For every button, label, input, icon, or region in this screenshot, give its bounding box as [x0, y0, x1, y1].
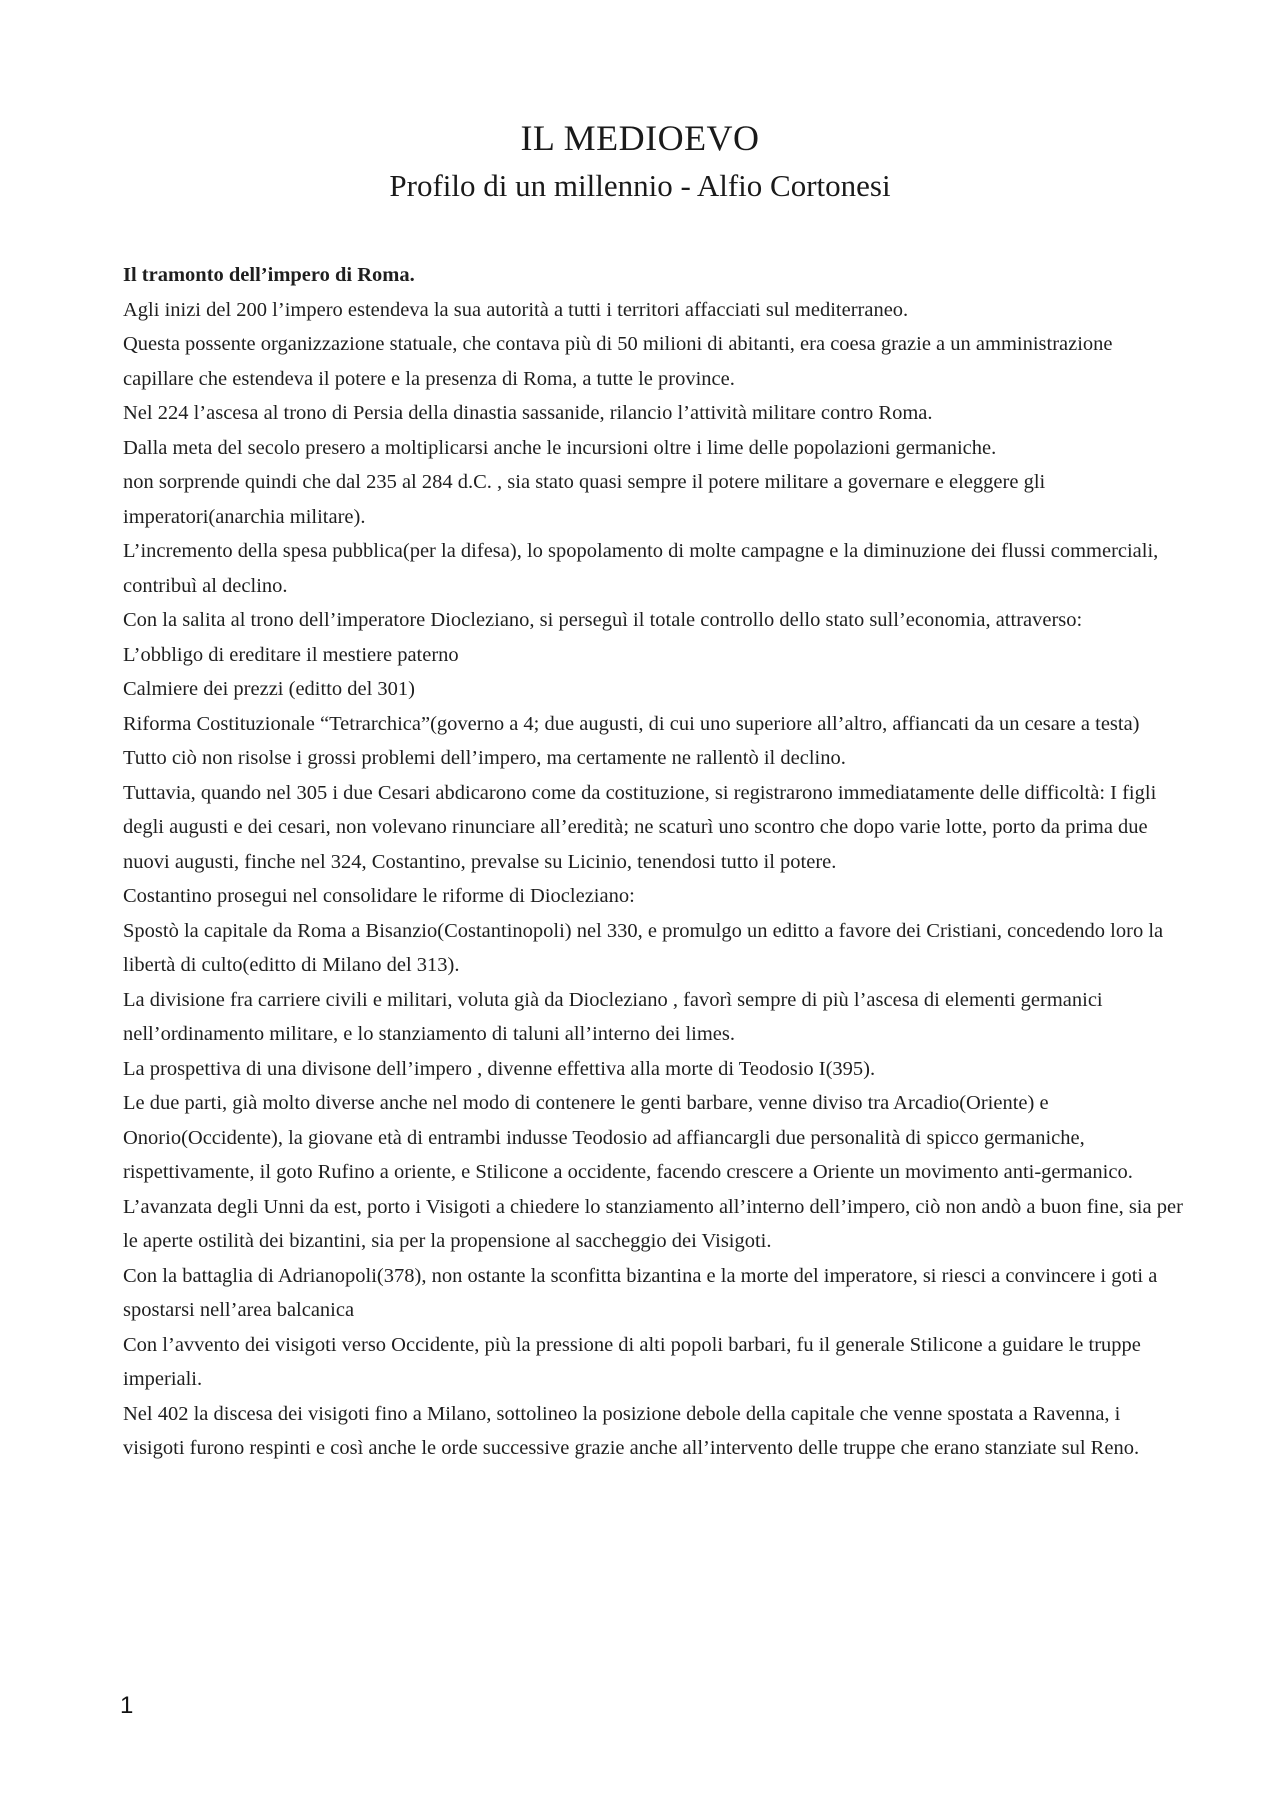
section-heading: Il tramonto dell’impero di Roma.: [123, 264, 415, 286]
paragraph: Costantino prosegui nel consolidare le riforme di Diocleziano:: [123, 885, 635, 907]
document-subtitle: Profilo di un millennio - Alfio Cortonesi: [389, 168, 891, 203]
paragraph: Nel 224 l’ascesa al trono di Persia della dinastia sassanide, rilancio l’attività militare contro Roma.: [123, 402, 933, 424]
list-item: Riforma Costituzionale “Tetrarchica”(governo a 4; due augusti, di cui uno superiore all’altro, affiancati da un cesare a testa): [123, 712, 1140, 735]
paragraph: La prospettiva di una divisone dell’impero , divenne effettiva alla morte di Teodosio I(395).: [123, 1057, 876, 1080]
paragraph: L’avanzata degli Unni da est, porto i Visigoti a chiedere lo stanziamento all’interno dell’impero, ciò non andò a buon fine, sia per le aperte ostilità dei bizantini, sia per la propensione al saccheggio dei Visigoti.: [123, 1195, 1183, 1252]
paragraph: Spostò la capitale da Roma a Bisanzio(Costantinopoli) nel 330, e promulgo un editto a favore dei Cristiani, concedendo loro la libertà di culto(editto di Milano del 313).: [123, 919, 1164, 976]
paragraph: Questa possente organizzazione statuale, che contava più di 50 milioni di abitanti, era coesa grazie a un amministrazione capillare che estendeva il potere e la presenza di Roma, a tutte le province.: [123, 333, 1113, 390]
paragraph: Le due parti, già molto diverse anche nel modo di contenere le genti barbare, venne diviso tra Arcadio(Oriente) e Onorio(Occidente), la giovane età di entrambi indusse Teodosio ad affiancargli due personalità di spicco germaniche, rispettivamente, il goto Rufino a oriente, e Stilicone a occidente, facendo crescere a Oriente un movimento anti-germanico.: [123, 1092, 1133, 1183]
paragraph: Agli inizi del 200 l’impero estendeva la sua autorità a tutti i territori affacciati sul mediterraneo.: [123, 298, 909, 321]
paragraph: non sorprende quindi che dal 235 al 284 d.C. , sia stato quasi sempre il potere militare a governare e eleggere gli imperatori(anarchia militare).: [123, 471, 1046, 528]
list-item: Calmiere dei prezzi (editto del 301): [123, 678, 416, 700]
paragraph: Con la salita al trono dell’imperatore Diocleziano, si perseguì il totale controllo dello stato sull’economia, attraverso:: [123, 609, 1083, 631]
document-body: [123, 258, 1183, 1466]
paragraph: Tuttavia, quando nel 305 i due Cesari abdicarono come da costituzione, si registrarono immediatamente delle difficoltà: I figli degli augusti e dei cesari, non volevano rinunciare all’eredità; ne scaturì uno scontro che dopo varie lotte, porto da prima due nuovi augusti, finche nel 324, Costantino, prevalse su Licinio, tenendosi tutto il potere.: [123, 781, 1157, 873]
list-item: L’obbligo di ereditare il mestiere paterno: [123, 643, 459, 666]
paragraph: Tutto ciò non risolse i grossi problemi dell’impero, ma certamente ne rallentò il declino.: [123, 747, 846, 769]
paragraph: La divisione fra carriere civili e militari, voluta già da Diocleziano , favorì sempre di più l’ascesa di elementi germanici nell’ordinamento militare, e lo stanziamento di taluni all’interno dei limes.: [123, 988, 1103, 1045]
paragraph: Nel 402 la discesa dei visigoti fino a Milano, sottolineo la posizione debole della capitale che venne spostata a Ravenna, i visigoti furono respinti e così anche le orde successive grazie anche all’intervento delle truppe che erano stanziate sul Reno.: [123, 1402, 1140, 1459]
paragraph: Con l’avvento dei visigoti verso Occidente, più la pressione di alti popoli barbari, fu il generale Stilicone a guidare le truppe imperiali.: [123, 1333, 1141, 1390]
document-title: IL MEDIOEVO: [520, 118, 760, 158]
paragraph: Dalla meta del secolo presero a moltiplicarsi anche le incursioni oltre i lime delle popolazioni germaniche.: [123, 436, 997, 459]
document-header: [0, 116, 1280, 206]
page-number: 1: [120, 1692, 134, 1719]
paragraph: L’incremento della spesa pubblica(per la difesa), lo spopolamento di molte campagne e la diminuzione dei flussi commerciali, contribuì al declino.: [123, 540, 1159, 597]
paragraph: Con la battaglia di Adrianopoli(378), non ostante la sconfitta bizantina e la morte del imperatore, si riesci a convincere i goti a spostarsi nell’area balcanica: [123, 1264, 1158, 1321]
